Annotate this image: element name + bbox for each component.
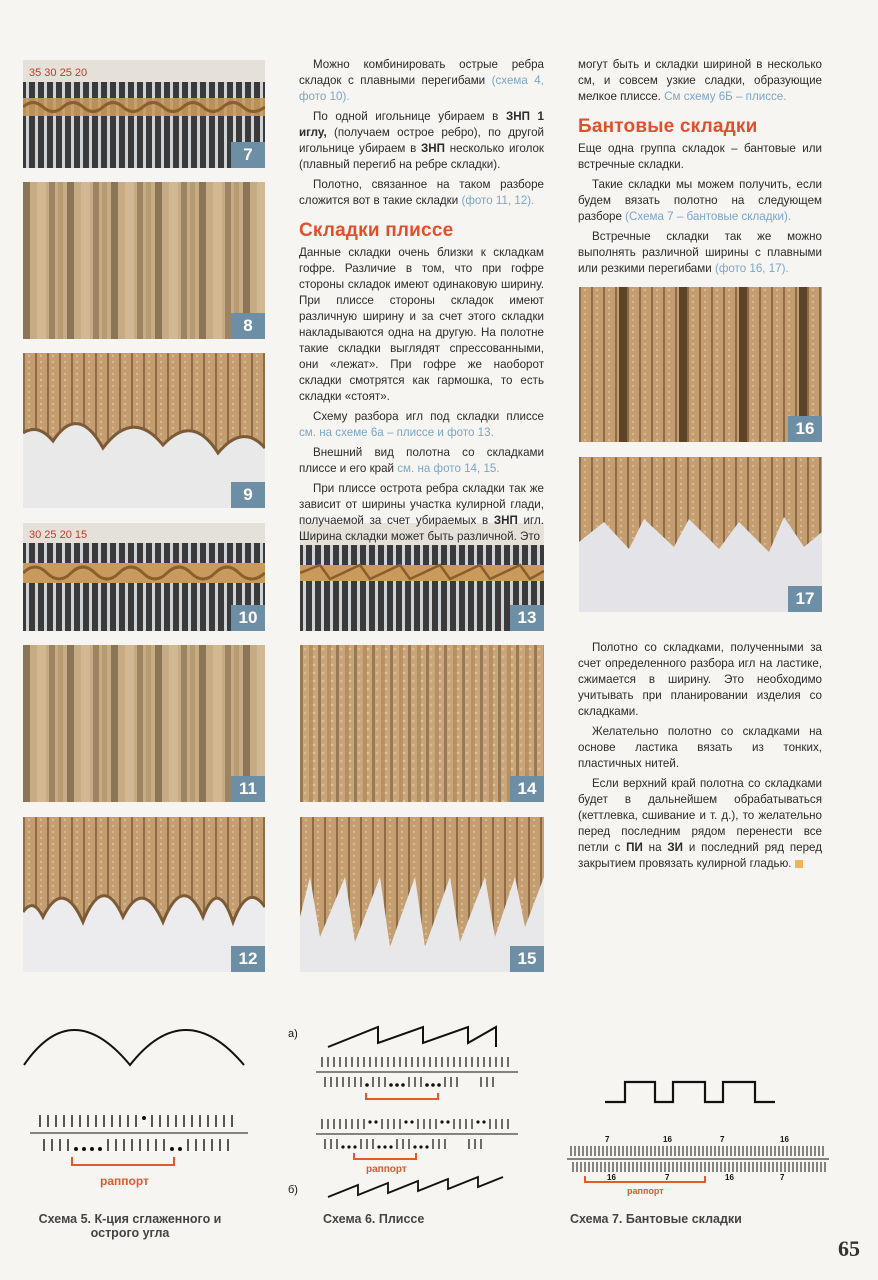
photo-9: [23, 353, 265, 508]
paragraph: Такие складки мы можем получить, если будем вязать полотно на следующем разборе (Схема 7 – бантовые складки).: [578, 178, 822, 223]
photo-11: [23, 645, 265, 802]
photo-number: 7: [231, 142, 265, 168]
photo-14: [300, 645, 544, 802]
photo-number: 14: [510, 776, 544, 802]
ruler-text: 30 25 20 15: [29, 529, 88, 541]
photo-number: 10: [231, 605, 265, 631]
paragraph: Можно комбинировать острые ребра складок с плавными перегибами (схема 4, фото 10).: [299, 58, 544, 103]
rapport-label: раппорт: [100, 1174, 149, 1188]
caption-scheme-5: Схема 5. К-ция сглаженного и острого угла: [38, 1212, 222, 1240]
paragraph: Данные складки очень близки к складкам гофре. Различие в том, что при гофре стороны складок имеют одинаковую ширину. При плиссе стороны складок имеют различную ширину и за счет этого складки накладываются одна на другую. На полотне такие складки выглядят спрессованными, они «лежат». При гофре же наоборот складки смотрятся как гармошка, то есть складки «стоят».: [299, 246, 544, 403]
paragraph: Желательно полотно со складками на основе ластика вязать из тонких, пластичных нитей.: [578, 725, 822, 770]
needle-count: 16: [725, 1173, 734, 1182]
needle-count: 7: [665, 1173, 670, 1182]
photo-15: [300, 817, 544, 972]
caption-scheme-6: Схема 6. Плиссе: [323, 1212, 425, 1226]
paragraph: При плиссе острота ребра складки так же зависит от ширины участка кулирной глади, получаемой за счет убираемых в ЗНП игл. Ширина складки может быть различной. Это: [299, 482, 544, 543]
paragraph: Если верхний край полотна со складками будет в дальнейшем обрабатываться (кеттлевка, сшивание и т. д.), то желательно перед последним рядом перенести все петли с ПИ на ЗИ и последний ряд перед закрытием провязать кулирной гладью.: [578, 777, 822, 870]
rapport-label: раппорт: [627, 1186, 664, 1196]
photo-number: 15: [510, 946, 544, 972]
photo-16: [579, 287, 822, 442]
paragraph: Полотно, связанное на таком разборе сложится вот в такие складки (фото 11, 12).: [299, 178, 544, 207]
paragraph: могут быть и складки шириной в несколько см, и совсем узкие сладки, образующие мелкое плиссе. См схему 6Б – плиссе.: [578, 58, 822, 103]
photo-8: [23, 182, 265, 339]
photo-7: [23, 60, 265, 168]
caption-scheme-7: Схема 7. Бантовые складки: [570, 1212, 742, 1226]
section-heading-plisse: Складки плиссе: [299, 220, 454, 241]
needle-count: 16: [663, 1135, 672, 1144]
paragraph: Еще одна группа складок – бантовые или встречные складки.: [578, 142, 822, 171]
paragraph: Схему разбора игл под складки плиссе см. на схеме 6а – плиссе и фото 13.: [299, 410, 544, 439]
needle-count: 7: [605, 1135, 610, 1144]
needle-count: 16: [607, 1173, 616, 1182]
scheme-5: [20, 1015, 260, 1200]
text-column-middle: [299, 57, 544, 549]
photo-12: [23, 817, 265, 972]
needle-count: 7: [780, 1173, 785, 1182]
photo-10: [23, 523, 265, 631]
photo-number: 9: [231, 482, 265, 508]
paragraph: По одной игольнице убираем в ЗНП 1 иглу, (получаем острое ребро), по другой игольнице убираем в ЗНП несколько иголок (плавный перегиб на ребре складки).: [299, 110, 545, 171]
ruler-text: 35 30 25 20: [29, 67, 88, 79]
paragraph: Внешний вид полотна со складками плиссе и его край см. на фото 14, 15.: [299, 446, 544, 475]
photo-number: 8: [231, 313, 265, 339]
photo-number: 16: [788, 416, 822, 442]
needle-count: 16: [780, 1135, 789, 1144]
paragraph: Полотно со складками, полученными за счет определенного разбора игл на ластике, сжимается в ширину. Это необходимо учитывать при планировании изделия со складками.: [578, 641, 822, 718]
text-column-right-bottom: [578, 640, 822, 876]
page-number: 65: [838, 1236, 860, 1261]
photo-17: [579, 457, 822, 612]
section-heading-bow: Бантовые складки: [578, 116, 758, 137]
photo-number: 17: [788, 586, 822, 612]
scheme-6: [288, 1015, 538, 1200]
photo-number: 13: [510, 605, 544, 631]
text-column-right-top: [578, 57, 822, 281]
scheme-6b-label: б): [288, 1184, 298, 1196]
scheme-7: [565, 1070, 835, 1200]
photo-number: 12: [231, 946, 265, 972]
paragraph: Встречные складки так же можно выполнять различной ширины с плавными или резкими перегибами (фото 16, 17).: [578, 230, 822, 275]
photo-number: 11: [231, 776, 265, 802]
rapport-label: раппорт: [366, 1164, 407, 1175]
scheme-6a-label: а): [288, 1028, 298, 1040]
needle-count: 7: [720, 1135, 725, 1144]
